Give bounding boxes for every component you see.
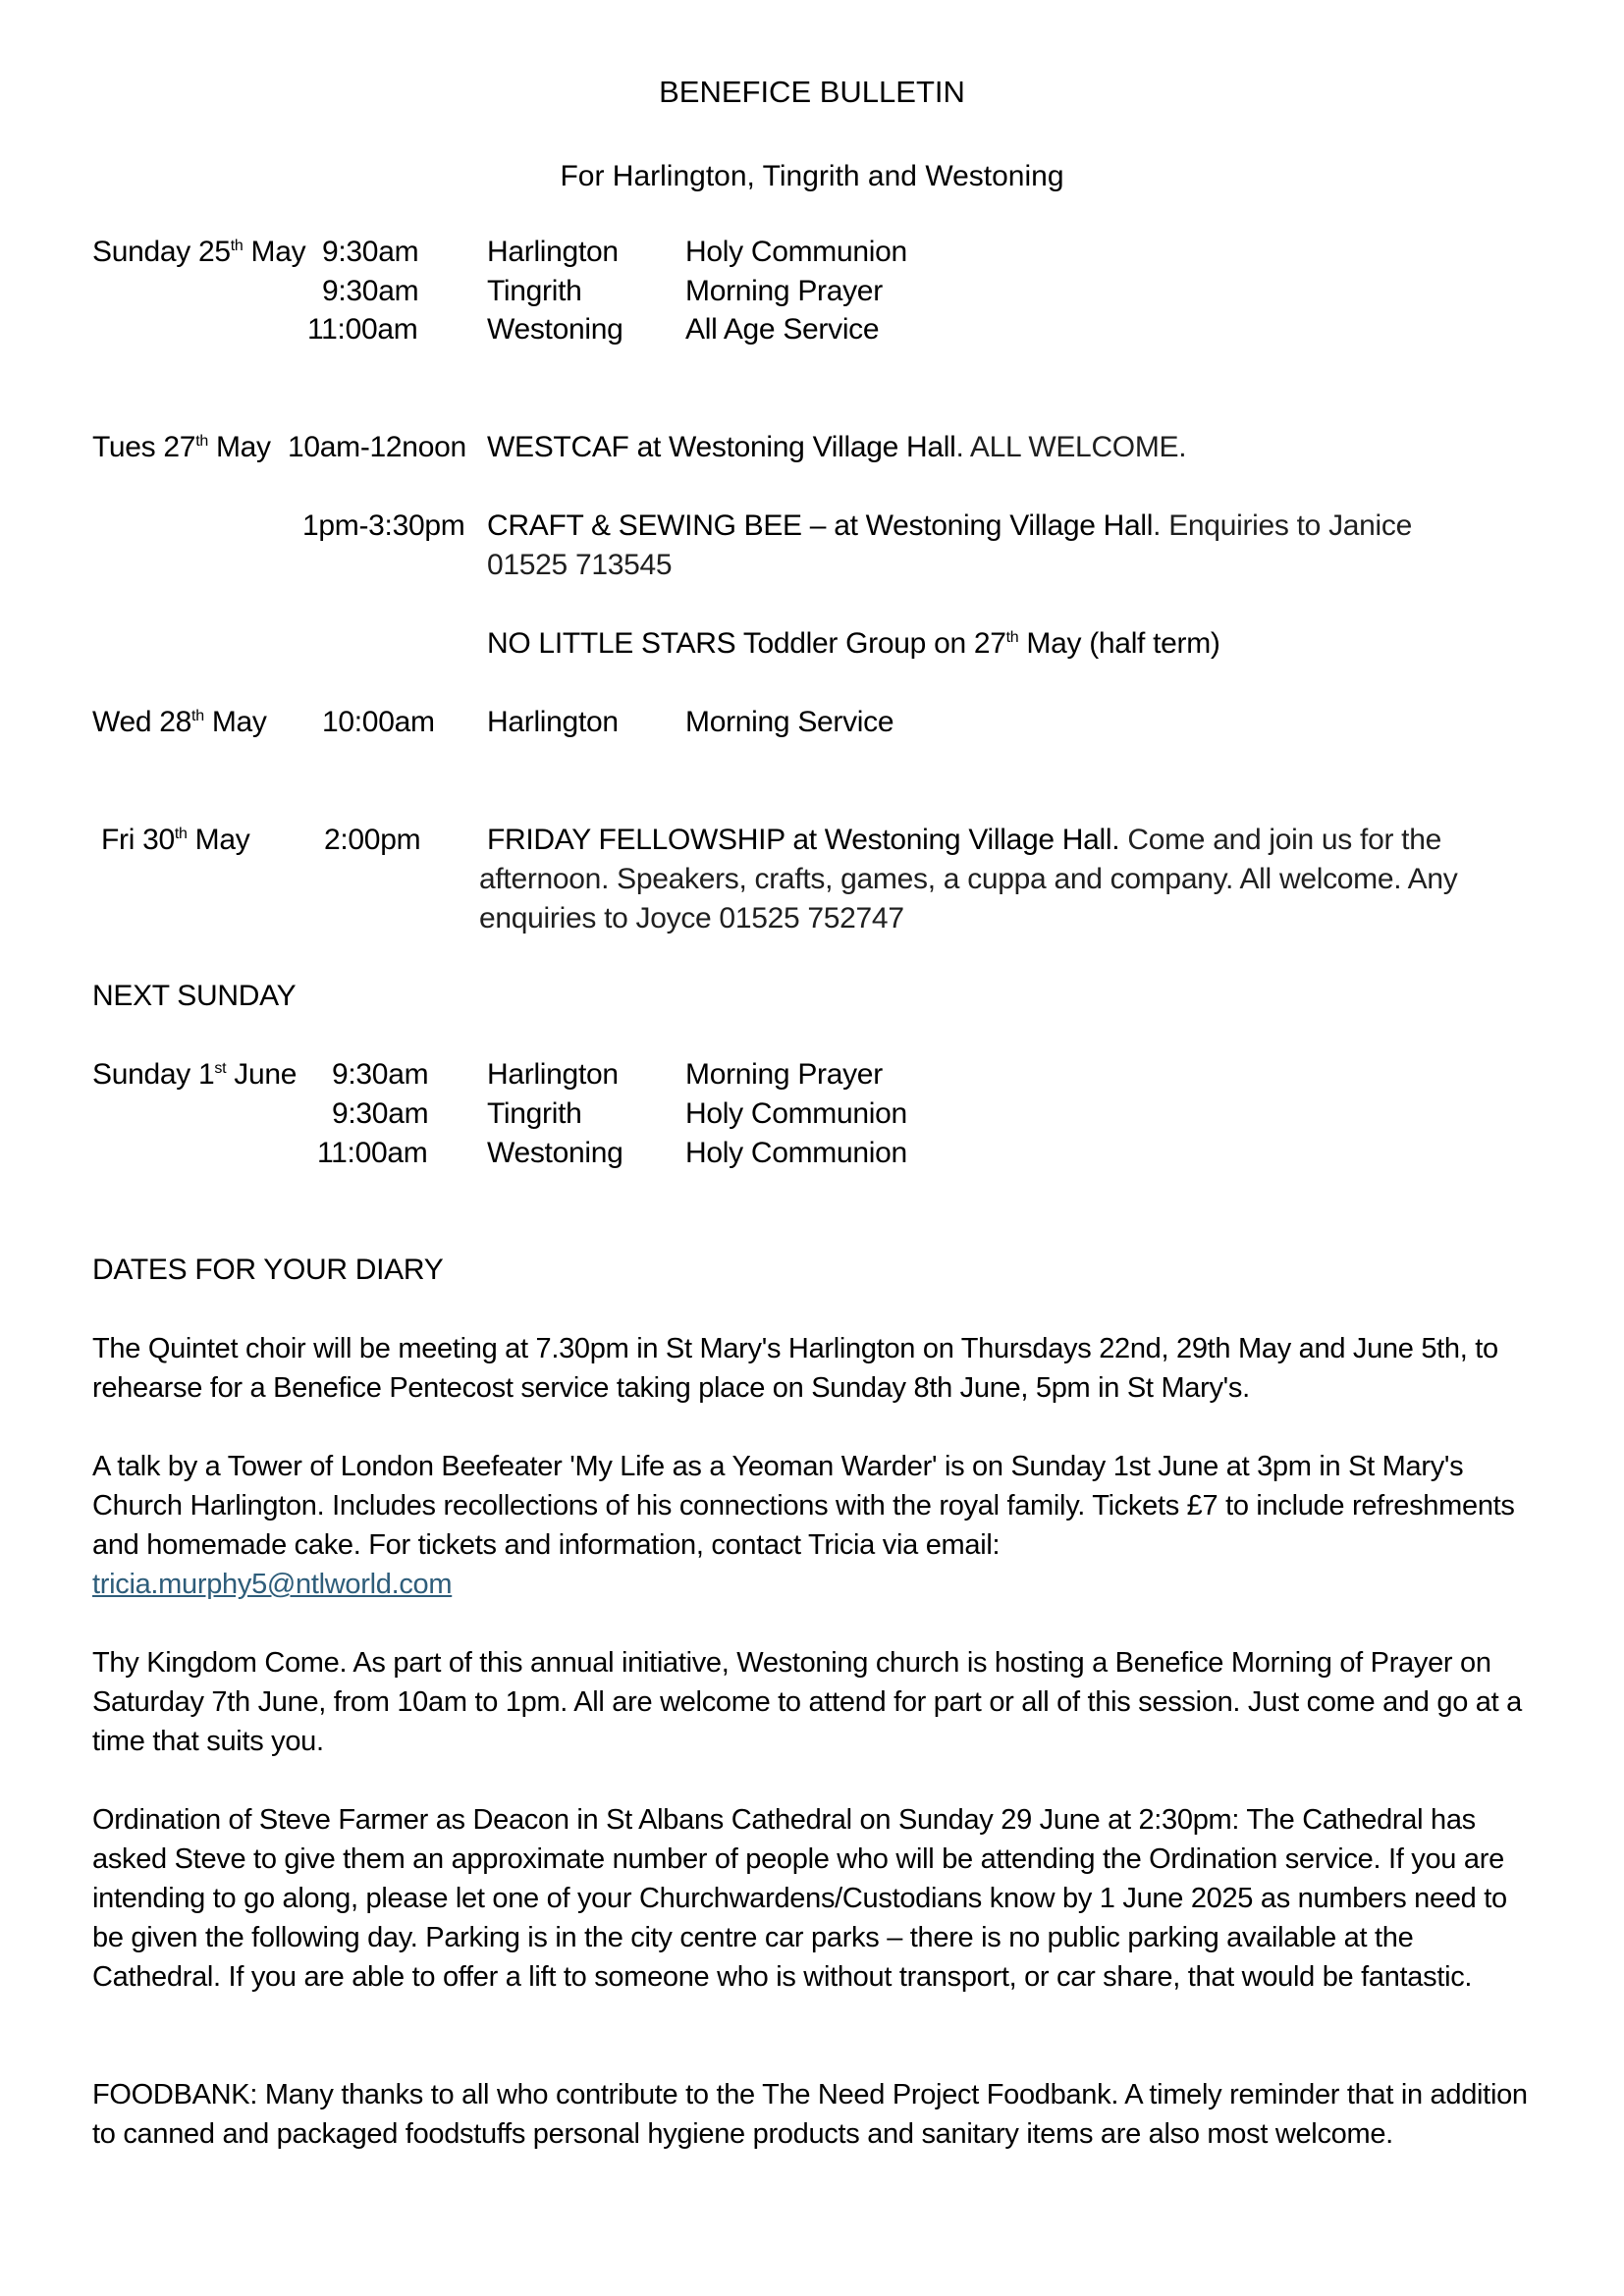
- bulletin-title: BENEFICE BULLETIN: [659, 75, 965, 109]
- tues-27-date: Tues 27th May: [92, 431, 271, 463]
- service-place: Westoning: [487, 1137, 623, 1169]
- craft-sewing-event: CRAFT & SEWING BEE – at Westoning Village Hall. Enquiries to Janice: [487, 509, 1412, 542]
- event-time: 2:00pm: [324, 824, 421, 856]
- service-place: Tingrith: [487, 1097, 582, 1130]
- janice-phone: 01525 713545: [487, 549, 673, 581]
- quintet-paragraph: The Quintet choir will be meeting at 7.30pm in St Mary's Harlington on Thursdays 22nd, 29th May and June 5th, to rehearse for a Benefice Pentecost service taking place on Sunday 8th June, 5pm in St Mary's.: [92, 1333, 1498, 1404]
- service-time: 11:00am: [317, 1137, 428, 1169]
- friday-fellowship-contact: enquiries to Joyce 01525 752747: [479, 902, 904, 934]
- service-name: Holy Communion: [685, 1137, 907, 1169]
- service-place: Harlington: [487, 706, 619, 738]
- next-sunday-heading: NEXT SUNDAY: [92, 980, 297, 1012]
- sunday-1-date: Sunday 1st June: [92, 1058, 298, 1091]
- service-name: Morning Service: [685, 706, 894, 738]
- service-place: Tingrith: [487, 275, 582, 307]
- service-name: Holy Communion: [685, 1097, 907, 1130]
- little-stars-notice: NO LITTLE STARS Toddler Group on 27th May (half term): [487, 627, 1220, 660]
- ordination-paragraph: Ordination of Steve Farmer as Deacon in St Albans Cathedral on Sunday 29 June at 2:30pm: The Cathedral has asked Steve to give them an approximate number of people who will be attending the Ordination service. If you are intending to go along, please let one of your Churchwardens/Custodians know by 1 June 2025 as numbers need to be given the following day. Parking is in the city centre car parks – there is no public parking available at the Cathedral. If you are able to offer a lift to someone who is without transport, or car share, that would be fantastic.: [92, 1804, 1507, 1993]
- bulletin-subtitle: For Harlington, Tingrith and Westoning: [560, 160, 1064, 192]
- kingdom-paragraph: Thy Kingdom Come. As part of this annual initiative, Westoning church is hosting a Benefice Morning of Prayer on Saturday 7th June, from 10am to 1pm. All are welcome to attend for part or all of this session. Just come and go at a time that suits you.: [92, 1647, 1522, 1757]
- wed-28-date: Wed 28th May: [92, 706, 267, 738]
- service-name: Holy Communion: [685, 236, 907, 268]
- service-place: Westoning: [487, 313, 623, 346]
- service-time: 9:30am: [322, 236, 419, 268]
- westcaf-event: WESTCAF at Westoning Village Hall. ALL WELCOME.: [487, 431, 1187, 463]
- service-place: Harlington: [487, 236, 619, 268]
- service-name: All Age Service: [685, 313, 880, 346]
- diary-heading: DATES FOR YOUR DIARY: [92, 1254, 444, 1286]
- fri-30-date: Fri 30th May: [101, 824, 250, 856]
- sunday-25-date: Sunday 25th May: [92, 236, 306, 268]
- service-time: 11:00am: [307, 313, 418, 346]
- service-name: Morning Prayer: [685, 275, 883, 307]
- service-name: Morning Prayer: [685, 1058, 883, 1091]
- service-time: 10:00am: [322, 706, 435, 738]
- friday-fellowship-event: FRIDAY FELLOWSHIP at Westoning Village Hall. Come and join us for the: [487, 824, 1441, 856]
- service-time: 9:30am: [332, 1058, 429, 1091]
- service-time: 9:30am: [322, 275, 419, 307]
- service-place: Harlington: [487, 1058, 619, 1091]
- service-time: 9:30am: [332, 1097, 429, 1130]
- event-time: 1pm-3:30pm: [302, 509, 465, 542]
- friday-fellowship-details: afternoon. Speakers, crafts, games, a cuppa and company. All welcome. Any: [479, 863, 1458, 895]
- foodbank-paragraph: FOODBANK: Many thanks to all who contribute to the The Need Project Foodbank. A timely reminder that in addition to canned and packaged foodstuffs personal hygiene products and sanitary items are also most welcome.: [92, 2079, 1528, 2150]
- event-time: 10am-12noon: [288, 431, 466, 463]
- beefeater-paragraph: A talk by a Tower of London Beefeater 'My Life as a Yeoman Warder' is on Sunday 1st June at 3pm in St Mary's Church Harlington. Includes recollections of his connections with the royal family. Tickets £7 to include refreshments and homemade cake. For tickets and information, contact Tricia via email: tricia.murphy5@ntlworld.com: [92, 1451, 1515, 1600]
- email-link[interactable]: tricia.murphy5@ntlworld.com: [92, 1569, 453, 1600]
